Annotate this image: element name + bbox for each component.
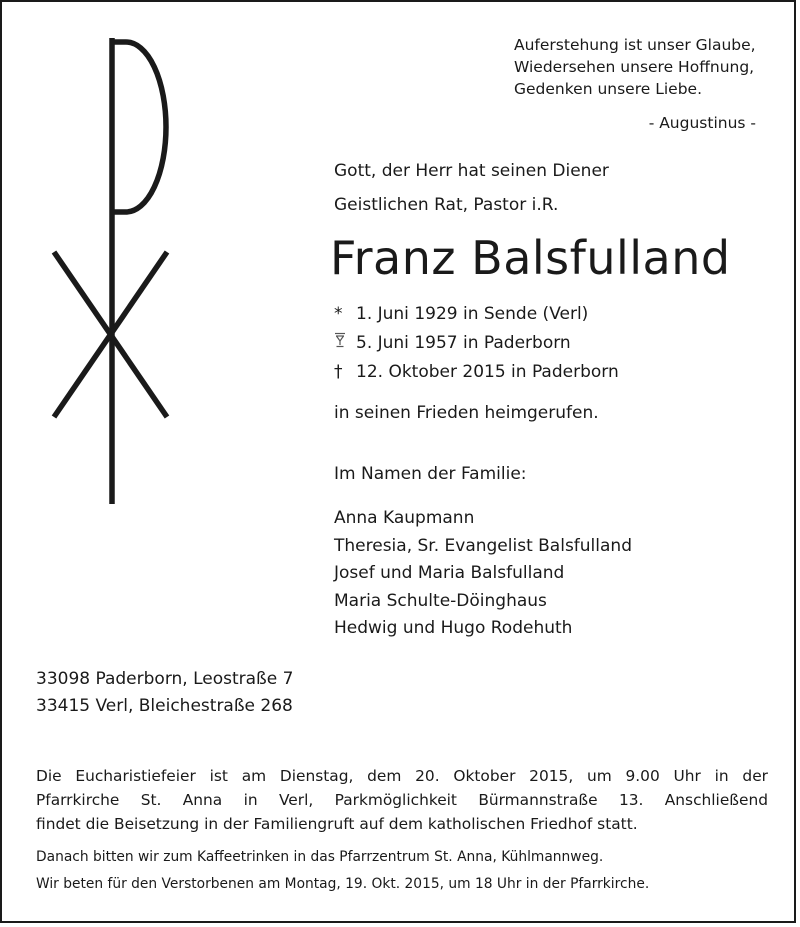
birth-date [334, 300, 619, 329]
ordination-date-text: 5. Juni 1957 in Paderborn [356, 333, 571, 353]
note-line: Danach bitten wir zum Kaffeetrinken in das Pfarrzentrum St. Anna, Kühlmannweg. [36, 849, 604, 865]
quote-line: Wiedersehen unsere Hoffnung, [514, 58, 755, 76]
address-line: 33415 Verl, Bleichestraße 268 [36, 696, 293, 716]
notes [36, 844, 649, 898]
birth-date-text: 1. Juni 1929 in Sende (Verl) [356, 304, 589, 324]
quote-author: - Augustinus - [648, 114, 756, 132]
family-member: Theresia, Sr. Evangelist Balsfulland [334, 535, 632, 556]
address-line: 33098 Paderborn, Leostraße 7 [36, 669, 294, 689]
intro-text [334, 154, 609, 222]
family-list [334, 505, 632, 643]
family-member: Josef und Maria Balsfulland [334, 563, 565, 583]
death-date-text: 12. Oktober 2015 in Paderborn [356, 362, 619, 382]
death-date [334, 358, 619, 387]
service-info [36, 764, 768, 836]
family-title: Im Namen der Familie: [334, 464, 527, 484]
family-member: Anna Kaupmann [334, 508, 475, 528]
cross-icon: † [334, 362, 343, 382]
quote [514, 34, 756, 100]
chi-rho-icon [42, 32, 202, 512]
birth-star-icon: * [334, 304, 343, 324]
life-dates [334, 300, 619, 387]
deceased-name: Franz Balsfulland [330, 231, 731, 285]
intro-line: Geistlichen Rat, Pastor i.R. [334, 195, 559, 215]
service-line: Pfarrkirche St. Anna in Verl, Parkmöglichkeit Bürmannstraße 13. Anschließend [36, 791, 768, 809]
note-line: Wir beten für den Verstorbenen am Montag, 19. Okt. 2015, um 18 Uhr in der Pfarrkirche. [36, 876, 650, 892]
service-line: Die Eucharistiefeier ist am Dienstag, dem 20. Oktober 2015, um 9.00 Uhr in der [36, 767, 768, 785]
quote-line: Gedenken unsere Liebe. [514, 80, 702, 98]
peace-text: in seinen Frieden heimgerufen. [334, 403, 599, 423]
addresses [36, 666, 293, 720]
ordination-date [334, 329, 619, 358]
intro-line: Gott, der Herr hat seinen Diener [334, 161, 609, 181]
service-line: findet die Beisetzung in der Familiengruft auf dem katholischen Friedhof statt. [36, 815, 638, 833]
family-member: Maria Schulte-Döinghaus [334, 590, 547, 611]
quote-line: Auferstehung ist unser Glaube, [514, 36, 756, 54]
family-member: Hedwig und Hugo Rodehuth [334, 618, 573, 638]
chalice-icon [334, 329, 356, 358]
